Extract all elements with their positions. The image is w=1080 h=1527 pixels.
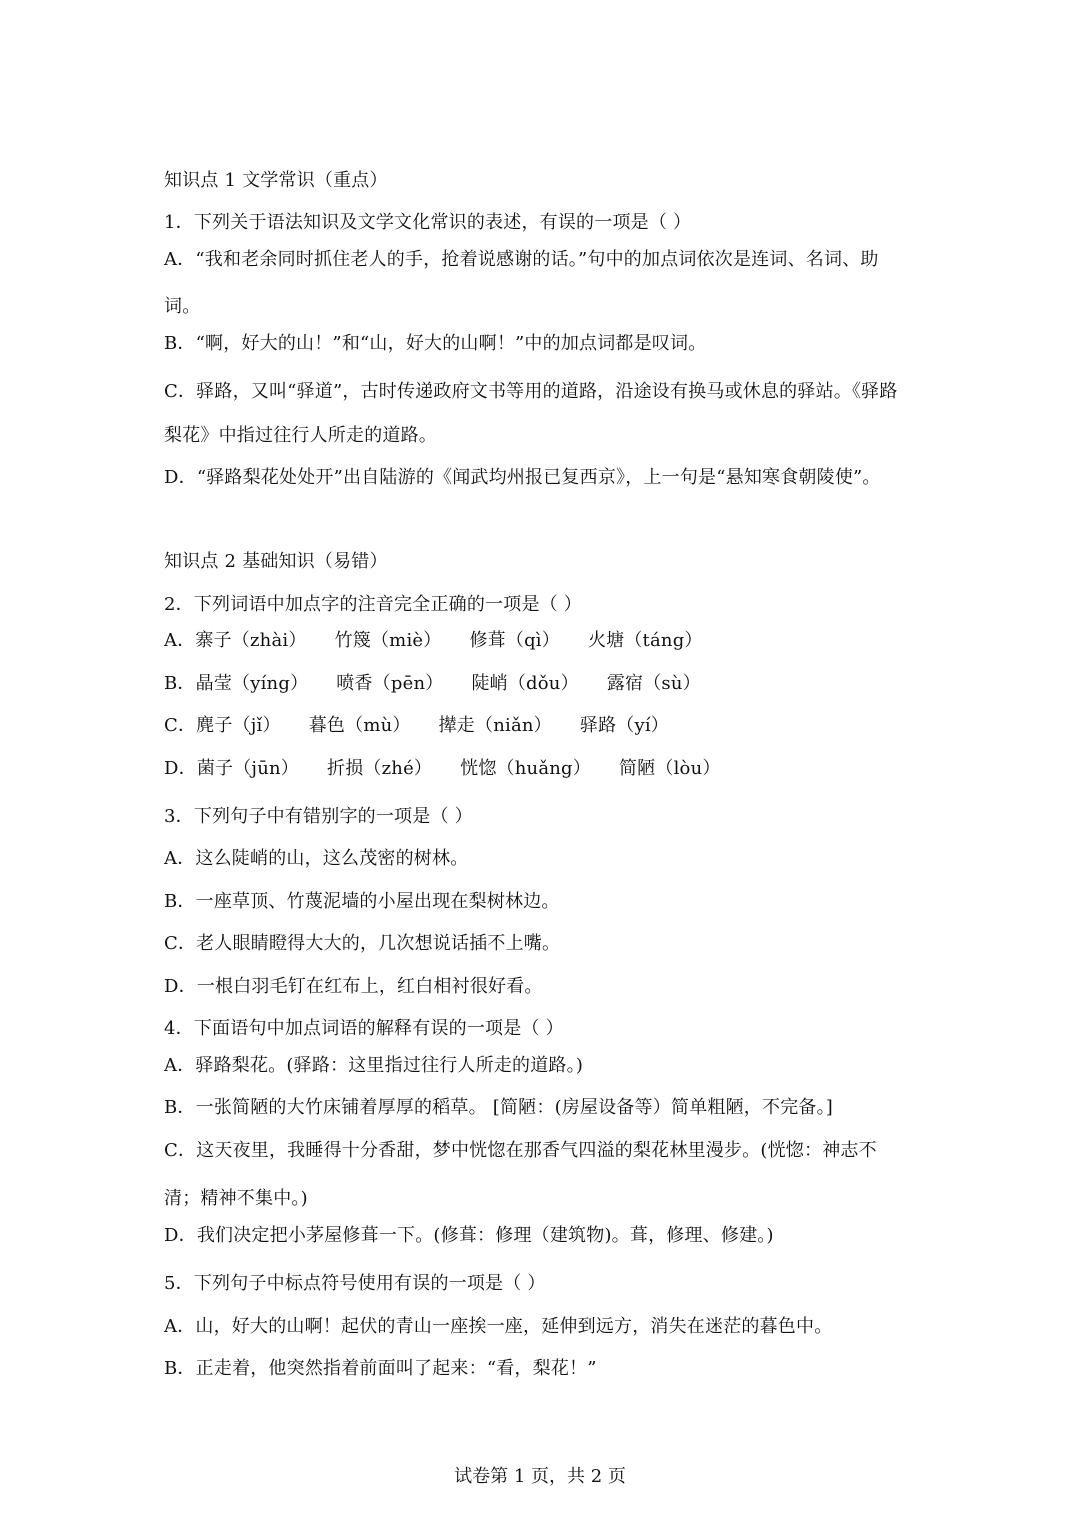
q3-option-c: C．老人眼睛瞪得大大的，几次想说话插不上嘴。 [164, 933, 561, 954]
q2-b-item: B．晶莹（yíng） [164, 673, 309, 694]
q2-option-b [164, 672, 729, 696]
page-footer: 试卷第 1 页，共 2 页 [454, 1466, 626, 1487]
q2-b-item: 陡峭（dǒu） [471, 673, 579, 694]
q2-option-d [164, 757, 749, 781]
q3-option-d: D．一根白羽毛钉在红布上，红白相衬很好看。 [164, 976, 543, 997]
q2-d-item: D．菌子（jūn） [164, 758, 299, 779]
q1-option-c-line2: 梨花》中指过往行人所走的道路。 [164, 425, 437, 446]
q2-option-a [164, 629, 731, 653]
q4-option-d: D．我们决定把小茅屋修葺一下。(修葺：修理（建筑物)。葺，修理、修建。) [164, 1225, 774, 1246]
q2-a-item: 火塘（táng） [587, 630, 703, 651]
q2-c-item: 撵走（niǎn） [438, 715, 552, 736]
q2-d-item: 简陋（lòu） [618, 758, 721, 779]
section2-title: 知识点 2 基础知识（易错） [164, 551, 388, 572]
q2-b-item: 露宿（sù） [606, 673, 701, 694]
q2-d-item: 折损（zhé） [327, 758, 433, 779]
q3-option-b: B．一座草顶、竹蔑泥墙的小屋出现在梨树林边。 [164, 891, 560, 912]
q2-option-c [164, 714, 697, 738]
q4-option-a: A．驿路梨花。(驿路：这里指过往行人所走的道路。) [164, 1055, 584, 1076]
q3-option-a: A．这么陡峭的山，这么茂密的树林。 [164, 848, 469, 869]
q2-b-item: 喷香（pēn） [336, 673, 444, 694]
q1-option-c-line1: C．驿路，又叫“驿道”，古时传递政府文书等用的道路，沿途设有换马或休息的驿站。《驿路 [164, 381, 898, 402]
q1-option-d: D．“驿路梨花处处开”出自陆游的《闻武均州报已复西京》，上一句是“悬知寒食朝陵使”。 [164, 467, 881, 488]
section1-title: 知识点 1 文学常识（重点） [164, 170, 388, 191]
q2-d-item: 恍惚（huǎng） [460, 758, 591, 779]
q2-c-item: 驿路（yí） [579, 715, 670, 736]
q5-stem: 5．下列句子中标点符号使用有误的一项是（ ） [164, 1273, 546, 1294]
q2-c-item: C．麂子（jǐ） [164, 715, 281, 736]
q1-option-b: B．“啊，好大的山！”和“山，好大的山啊！”中的加点词都是叹词。 [164, 333, 707, 354]
q1-option-a-line1: A．“我和老余同时抓住老人的手，抢着说感谢的话。”句中的加点词依次是连词、名词、助 [164, 249, 879, 270]
q5-option-a: A．山，好大的山啊！起伏的青山一座挨一座，延伸到远方，消失在迷茫的暮色中。 [164, 1316, 833, 1337]
q2-a-item: A．寨子（zhài） [164, 630, 307, 651]
q1-option-a-line2: 词。 [164, 296, 201, 317]
q4-option-c-line1: C．这天夜里，我睡得十分香甜，梦中恍惚在那香气四溢的梨花林里漫步。(恍惚：神志不 [164, 1140, 877, 1161]
q2-stem: 2．下列词语中加点字的注音完全正确的一项是（ ） [164, 594, 582, 615]
q2-c-item: 暮色（mù） [308, 715, 411, 736]
q5-option-b: B．正走着，他突然指着前面叫了起来：“看，梨花！” [164, 1358, 597, 1379]
q4-stem: 4．下面语句中加点词语的解释有误的一项是（ ） [164, 1018, 564, 1039]
q3-stem: 3．下列句子中有错别字的一项是（ ） [164, 806, 473, 827]
q1-stem: 1．下列关于语法知识及文学文化常识的表述，有误的一项是（ ） [164, 212, 692, 233]
q2-a-item: 修葺（qì） [469, 630, 560, 651]
q4-option-b: B．一张简陋的大竹床铺着厚厚的稻草。 [简陋：(房屋设备等）简单粗陋，不完备。] [164, 1097, 834, 1118]
q4-option-c-line2: 清；精神不集中。) [164, 1188, 308, 1209]
q2-a-item: 竹篾（miè） [334, 630, 442, 651]
